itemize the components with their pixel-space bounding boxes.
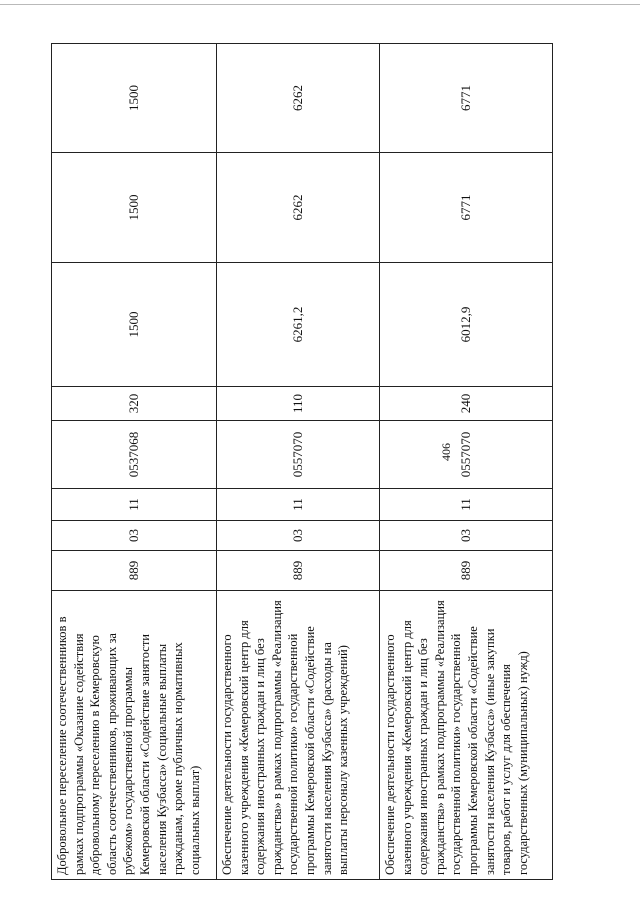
amount-year-1: 1500 — [52, 263, 217, 387]
budget-table-page — [51, 44, 552, 880]
ministry-code: 889 — [380, 551, 553, 591]
target-code: 0537068 — [52, 421, 217, 489]
row-description: Добровольное переселение соотечественников в рамках подпрограммы «Оказание содействия добровольному переселению в Кемеровскую область соотечественников, проживающих за рубежом» государственной программы Кемеровской области «Содействие занятости населения Кузбасса» (социальные выплаты гражданам, кроме публичных нормативных социальных выплат) — [52, 591, 217, 880]
section-code: 03 — [52, 521, 217, 551]
scan-edge-line — [0, 4, 640, 5]
table-row — [52, 44, 217, 880]
ministry-code: 889 — [52, 551, 217, 591]
section-code: 03 — [380, 521, 553, 551]
ministry-code: 889 — [217, 551, 380, 591]
subsection-code: 11 — [217, 489, 380, 521]
budget-table — [51, 43, 553, 880]
amount-year-2: 6771 — [380, 153, 553, 263]
subsection-code: 11 — [380, 489, 553, 521]
amount-year-3: 1500 — [52, 44, 217, 153]
amount-year-2: 6262 — [217, 153, 380, 263]
amount-year-2: 1500 — [52, 153, 217, 263]
table-row — [217, 44, 380, 880]
section-code: 03 — [217, 521, 380, 551]
expense-type-code: 240 — [380, 387, 553, 421]
target-code: 0557070 — [380, 421, 553, 489]
row-description: Обеспечение деятельности государственного казенного учреждения «Кемеровский центр для содержания иностранных граждан и лиц без гражданства» в рамках подпрограммы «Реализация государственной политики» государственной программы Кемеровской области «Содействие занятости населения Кузбасса» (расходы на выплаты персоналу казенных учреждений) — [217, 591, 380, 880]
amount-year-1: 6012,9 — [380, 263, 553, 387]
expense-type-code: 320 — [52, 387, 217, 421]
amount-year-1: 6261,2 — [217, 263, 380, 387]
page-number: 406 — [439, 443, 453, 461]
row-description: Обеспечение деятельности государственного казенного учреждения «Кемеровский центр для содержания иностранных граждан и лиц без гражданства» в рамках подпрограммы «Реализация государственной политики» государственной программы Кемеровской области «Содействие занятости населения Кузбасса» (иные закупки товаров, работ и услуг для обеспечения государственных (муниципальных) нужд) — [380, 591, 553, 880]
table-row — [380, 44, 553, 880]
target-code: 0557070 — [217, 421, 380, 489]
subsection-code: 11 — [52, 489, 217, 521]
amount-year-3: 6262 — [217, 44, 380, 153]
amount-year-3: 6771 — [380, 44, 553, 153]
expense-type-code: 110 — [217, 387, 380, 421]
